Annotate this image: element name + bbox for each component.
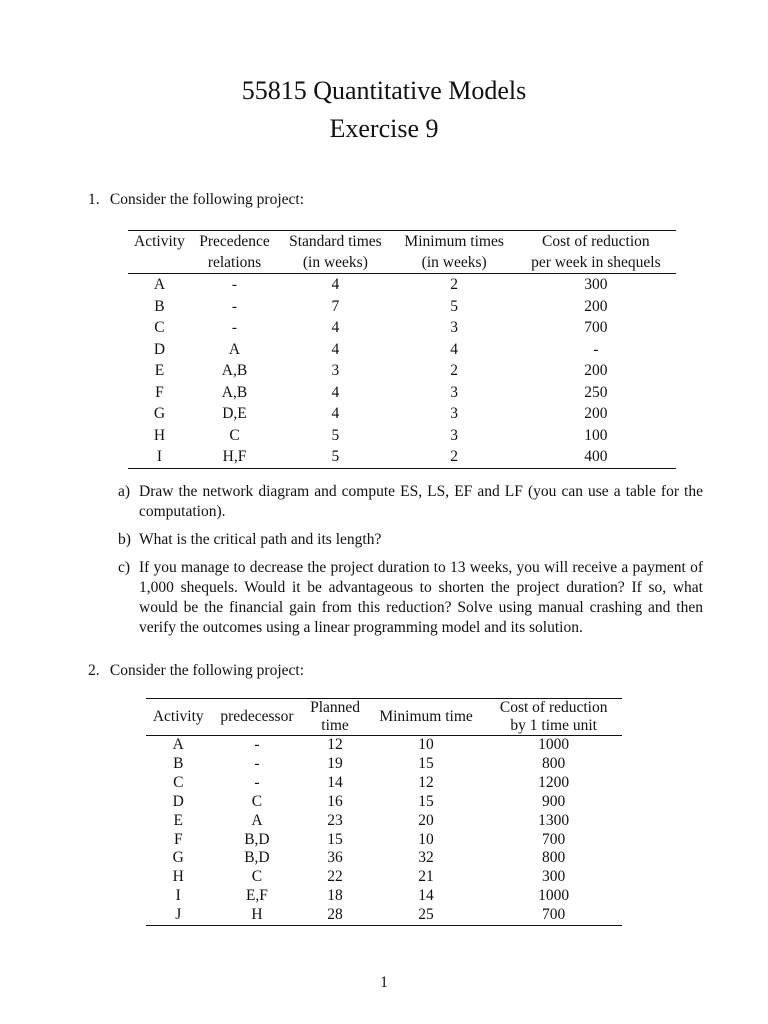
table-2-cell: 700 (542, 830, 566, 848)
table-2-cell: 1000 (538, 887, 570, 905)
table-1-cell: 700 (584, 319, 608, 336)
table-1-cell: - (231, 297, 238, 315)
table-2-body (146, 736, 622, 926)
table-2-cell: 20 (418, 811, 434, 829)
table-1-cell: A,B (221, 383, 248, 401)
table-2-cell: B,D (244, 830, 270, 848)
table-2-row (146, 793, 622, 812)
table-1-row (128, 425, 676, 447)
table-2-cell: 25 (418, 906, 434, 924)
table-2-header-text: by 1 time unit (510, 717, 597, 734)
subquestion-c (118, 558, 703, 638)
table-2-cell: 36 (327, 849, 343, 867)
table-1-header-sub: per week in shequels (516, 252, 676, 274)
table-1-cell: H,F (222, 448, 247, 465)
table-1-cell: - (593, 340, 599, 358)
table-2-cell: H (251, 906, 263, 924)
table-2-header (303, 699, 366, 736)
table-1-cell: 100 (584, 426, 608, 444)
table-1-row (128, 360, 676, 382)
table-2-header (485, 699, 622, 736)
table-1-cell: 200 (584, 297, 608, 315)
table-2-cell: 900 (542, 792, 566, 810)
table-1-cell: A (153, 276, 166, 293)
table-1-row (128, 339, 676, 361)
table-1-cell: F (155, 383, 164, 401)
table-2-cell: 21 (418, 868, 434, 886)
subquestion-label: c) (118, 559, 131, 576)
table-2-row (146, 812, 622, 831)
table-1-cell: 4 (331, 276, 340, 293)
table-2-cell: F (173, 830, 183, 848)
table-2-cell: 1300 (538, 811, 570, 829)
table-1-header: Standard times (289, 233, 382, 250)
table-1-cell: 3 (450, 383, 459, 401)
table-2-cell: C (251, 868, 263, 886)
question-1-intro (88, 190, 304, 210)
subquestion-a (118, 482, 703, 522)
table-2-cell: A (172, 736, 184, 753)
table-2-cell: E,F (245, 887, 268, 905)
table-1-cell: 5 (331, 448, 340, 465)
table-1-cell: 4 (331, 405, 340, 422)
table-1-header: Activity (134, 233, 185, 250)
table-1-cell: I (156, 448, 163, 465)
table-2-cell: - (254, 754, 260, 772)
table-2-cell: 15 (327, 830, 343, 848)
table-2-header-text: Activity (152, 708, 204, 725)
table-1-cell: E (154, 362, 165, 379)
table-2-cell: 1000 (538, 736, 570, 753)
table-2-cell: H (172, 868, 184, 886)
table-1-body (128, 274, 676, 469)
table-1-cell: G (153, 405, 166, 422)
subquestion-text: What is the critical path and its length? (139, 531, 382, 548)
table-2-cell: 800 (542, 754, 566, 772)
question-2-intro (88, 661, 304, 681)
table-project-1 (128, 230, 676, 469)
table-2-cell: 16 (327, 792, 343, 810)
table-1-cell: 2 (450, 276, 459, 293)
table-2-cell: 800 (542, 849, 566, 867)
table-1-header: Cost of reduction (542, 233, 650, 250)
table-2-cell: 10 (418, 736, 434, 753)
table-2-cell: I (175, 887, 181, 905)
table-1-cell: C (154, 319, 165, 336)
table-1-cell: 5 (450, 297, 459, 315)
table-2-cell: E (173, 811, 183, 829)
table-1-cell: 3 (450, 319, 459, 336)
subquestion-label: a) (118, 483, 131, 500)
question-2-number: 2. (88, 662, 100, 679)
table-2-cell: B (173, 754, 184, 772)
table-1-cell: 4 (331, 340, 340, 358)
table-2-cell: J (175, 906, 182, 924)
table-1-cell: C (229, 426, 240, 444)
table-1-cell: H (153, 426, 166, 444)
table-1-row (128, 296, 676, 318)
question-2-text: Consider the following project: (109, 662, 305, 679)
table-1-cell: A,B (221, 362, 248, 379)
table-2-cell: 14 (327, 773, 343, 791)
table-1-cell: 250 (584, 383, 608, 401)
table-2-cell: D (172, 792, 184, 810)
table-1-cell: - (231, 276, 238, 293)
table-1-cell: 2 (450, 448, 459, 465)
table-2-cell: B,D (244, 849, 270, 867)
table-1-cell: A (228, 340, 241, 358)
table-2-cell: - (254, 736, 260, 753)
table-1-header-sub: (in weeks) (278, 252, 393, 274)
table-2-header-text: predecessor (220, 708, 294, 725)
table-1-cell: - (231, 319, 238, 336)
table-2-cell: - (254, 773, 260, 791)
table-2-cell: C (251, 792, 263, 810)
table-1-cell: 3 (450, 405, 459, 422)
table-2-cell: 12 (327, 736, 343, 753)
table-2-header (211, 699, 304, 736)
table-2-header-text: Planned (310, 699, 361, 716)
table-1-cell: 400 (584, 448, 608, 465)
table-2-cell: 700 (542, 906, 566, 924)
table-1-header-sub: relations (191, 252, 278, 274)
table-1-cell: 300 (584, 276, 608, 293)
title-exercise: Exercise 9 (329, 114, 439, 143)
table-1-cell: D,E (222, 405, 247, 422)
table-2-row (146, 887, 622, 906)
table-1-header-sub: (in weeks) (393, 252, 516, 274)
table-1-cell: 4 (331, 383, 340, 401)
table-1-row (128, 274, 676, 296)
table-1-cell: 7 (331, 297, 340, 315)
table-2-cell: 10 (418, 830, 434, 848)
table-2-row (146, 774, 622, 793)
subquestion-text: Draw the network diagram and compute ES, LS, EF and LF (you can use a table for the computation). (139, 483, 703, 520)
table-2-cell: 32 (418, 849, 434, 867)
table-2-row (146, 755, 622, 774)
table-1-row (128, 446, 676, 468)
table-2-cell: 12 (418, 773, 434, 791)
question-1-text: Consider the following project: (109, 191, 305, 208)
table-2-row (146, 906, 622, 925)
table-2-header-text: Minimum time (379, 708, 473, 725)
table-2-cell: 18 (327, 887, 343, 905)
table-2-header-text: time (321, 717, 349, 734)
table-1-cell: 3 (331, 362, 340, 379)
table-1-cell: 3 (450, 426, 459, 444)
table-1-cell: 2 (450, 362, 459, 379)
table-2-cell: 1200 (538, 773, 570, 791)
table-1-row (128, 403, 676, 425)
table-2-cell: 22 (327, 868, 343, 886)
table-2-row (146, 849, 622, 868)
table-1-cell: 4 (450, 340, 459, 358)
table-1-header: Minimum times (404, 233, 504, 250)
table-1-cell: 5 (331, 426, 340, 444)
table-1-cell: 4 (331, 319, 340, 336)
subquestion-b (118, 530, 703, 550)
table-2-cell: C (173, 773, 184, 791)
table-2-cell: 15 (418, 792, 434, 810)
table-1-cell: 200 (584, 405, 608, 422)
table-2-cell: 28 (327, 906, 343, 924)
table-1-cell: 200 (584, 362, 608, 379)
table-2-header-text: Cost of reduction (499, 699, 608, 716)
table-2-header (146, 699, 211, 736)
table-2-header (367, 699, 486, 736)
table-2-row (146, 736, 622, 755)
page-number: 1 (380, 974, 388, 991)
table-2-cell: 300 (542, 868, 566, 886)
table-2-cell: 19 (327, 754, 343, 772)
table-1-header: Precedence (199, 233, 270, 250)
question-1-number: 1. (88, 191, 100, 208)
table-2-cell: G (172, 849, 184, 867)
table-1-cell: B (154, 297, 165, 315)
table-1-cell: D (153, 340, 166, 358)
table-2-cell: 14 (418, 887, 434, 905)
table-1-header-sub (128, 252, 191, 274)
table-2-cell: A (251, 811, 263, 829)
table-2-row (146, 831, 622, 850)
table-2-row (146, 868, 622, 887)
table-2-cell: 15 (418, 754, 434, 772)
table-1-row (128, 317, 676, 339)
table-project-2 (146, 698, 622, 926)
title-course: 55815 Quantitative Models (241, 76, 527, 105)
subquestion-label: b) (118, 531, 131, 548)
subquestion-text: If you manage to decrease the project duration to 13 weeks, you will receive a payment of 1,000 shequels. Would it be advantageous to shorten the project duration? If so, what would be the financial gain from this reduction? Solve using manual crashing and then verify the outcomes using a linear programming model and its solution. (139, 559, 703, 636)
table-2-cell: 23 (327, 811, 343, 829)
table-1-row (128, 382, 676, 404)
